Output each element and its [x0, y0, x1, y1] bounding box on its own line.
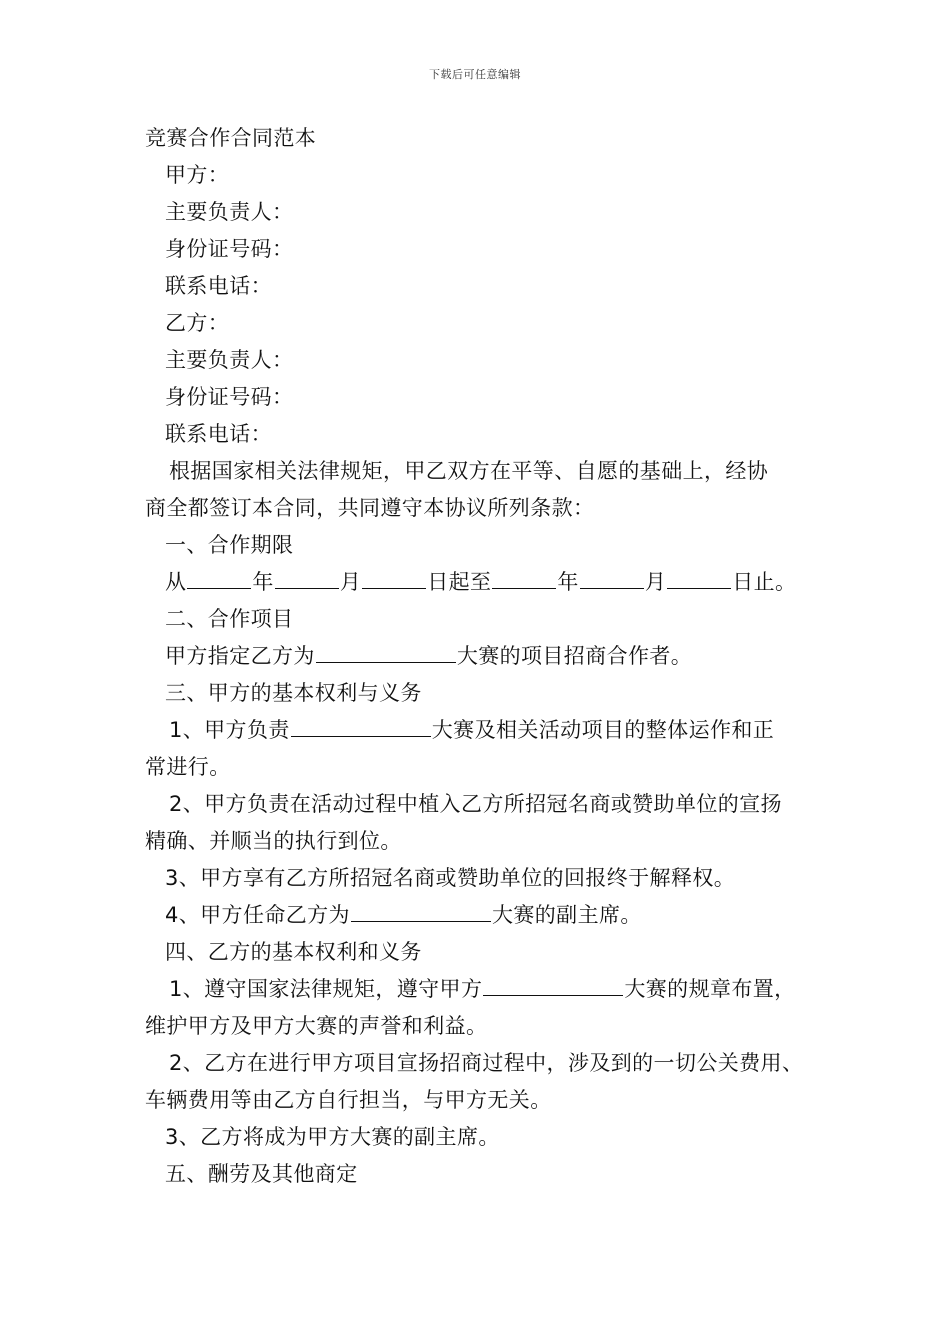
day-end-text: 日止。	[732, 570, 797, 594]
start-day-blank	[362, 566, 426, 589]
section-3-item-2-line-1: 2、甲方负责在活动过程中植入乙方所招冠名商或赞助单位的宣扬	[169, 792, 782, 816]
contest-name-blank	[483, 973, 623, 996]
section-4-item-1-pre: 1、遵守国家法律规矩，遵守甲方	[169, 977, 483, 1001]
start-month-blank	[275, 566, 339, 589]
section-4-item-2-line-1: 2、乙方在进行甲方项目宣扬招商过程中，涉及到的一切公关费用、	[169, 1051, 804, 1075]
party-a-id-number: 身份证号码：	[165, 237, 294, 261]
month-text-2: 月	[644, 570, 667, 594]
end-year-blank	[492, 566, 556, 589]
section-4-item-1-cont: 维护甲方及甲方大赛的声誉和利益。	[145, 1014, 488, 1038]
section-2-pre: 甲方指定乙方为	[165, 644, 315, 668]
party-b-phone: 联系电话：	[165, 422, 272, 446]
section-3-item-1-pre: 1、甲方负责	[169, 718, 290, 742]
section-3-heading: 三、甲方的基本权利与义务	[165, 681, 422, 705]
section-4-item-2-line-2: 车辆费用等由乙方自行担当，与甲方无关。	[145, 1088, 552, 1112]
section-1-heading: 一、合作期限	[165, 533, 294, 557]
party-a-label: 甲方：	[165, 163, 230, 187]
preamble-line-2: 商全都签订本合同，共同遵守本协议所列条款：	[145, 496, 595, 520]
month-text: 月	[339, 570, 362, 594]
party-b-id-number: 身份证号码：	[165, 385, 294, 409]
party-a-phone: 联系电话：	[165, 274, 272, 298]
section-4-item-1-post: 大赛的规章布置，	[624, 977, 796, 1001]
end-day-blank	[667, 566, 731, 589]
party-a-leader: 主要负责人：	[165, 200, 294, 224]
section-3-item-1-cont: 常进行。	[145, 755, 231, 779]
from-text: 从	[165, 570, 187, 594]
year-text: 年	[252, 570, 274, 594]
section-4-item-1	[145, 971, 835, 1008]
section-2-body	[145, 638, 835, 675]
document-title: 竞赛合作合同范本	[145, 126, 317, 150]
section-3-item-2-line-2: 精确、并顺当的执行到位。	[145, 829, 402, 853]
section-3-item-4-pre: 4、甲方任命乙方为	[165, 903, 350, 927]
section-4-heading: 四、乙方的基本权利和义务	[165, 940, 422, 964]
section-3-item-1-post: 大赛及相关活动项目的整体运作和正	[431, 718, 775, 742]
section-3-item-4	[145, 897, 835, 934]
contest-name-blank	[291, 714, 431, 737]
section-3-item-4-post: 大赛的副主席。	[491, 903, 642, 927]
section-3-item-1	[145, 712, 835, 749]
end-month-blank	[580, 566, 644, 589]
section-5-heading: 五、酬劳及其他商定	[165, 1162, 358, 1186]
party-b-leader: 主要负责人：	[165, 348, 294, 372]
start-year-blank	[187, 566, 251, 589]
preamble-line-1: 根据国家相关法律规矩，甲乙双方在平等、自愿的基础上，经协	[169, 459, 769, 483]
section-2-post: 大赛的项目招商合作者。	[456, 644, 693, 668]
contest-name-blank	[316, 640, 456, 663]
section-2-heading: 二、合作项目	[165, 607, 294, 631]
section-4-item-3: 3、乙方将成为甲方大赛的副主席。	[165, 1125, 500, 1149]
contest-name-blank	[351, 899, 491, 922]
year-text-2: 年	[557, 570, 579, 594]
header-note: 下载后可任意编辑	[429, 68, 521, 81]
section-3-item-3: 3、甲方享有乙方所招冠名商或赞助单位的回报终于解释权。	[165, 866, 736, 890]
section-1-period	[145, 564, 835, 601]
document-body	[145, 120, 835, 1193]
party-b-label: 乙方：	[165, 311, 230, 335]
day-start-text: 日起至	[427, 570, 492, 594]
